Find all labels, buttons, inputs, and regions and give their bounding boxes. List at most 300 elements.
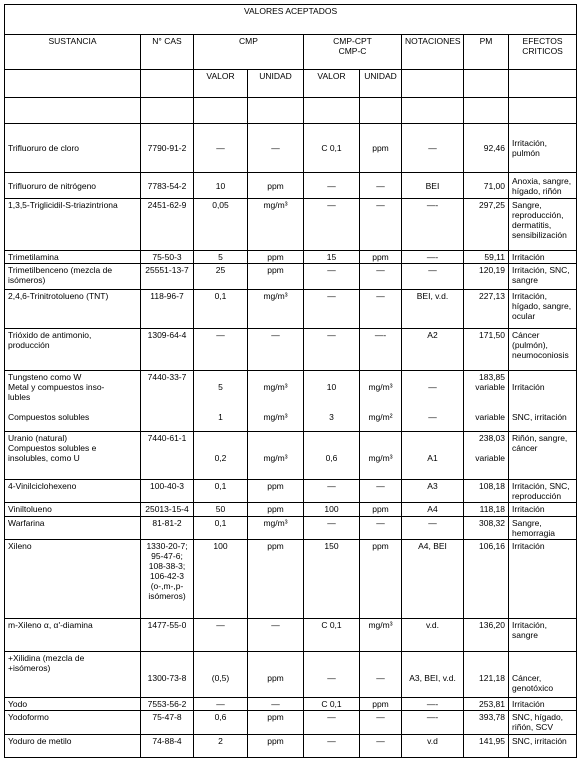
cell-line: cáncer bbox=[512, 443, 538, 453]
cell-line: Irritación bbox=[512, 504, 545, 514]
cell-pm bbox=[464, 652, 509, 698]
cell-pm bbox=[464, 124, 509, 173]
cell-line: 150 bbox=[324, 541, 339, 551]
cell-cpt-valor bbox=[304, 264, 360, 290]
cell-line: — bbox=[327, 736, 336, 746]
cell-line: ppm bbox=[267, 504, 284, 514]
cell-line: 74-88-4 bbox=[152, 736, 182, 746]
cell-line: Trióxido de antimonio, bbox=[8, 330, 92, 340]
cell-cmp-unidad bbox=[248, 290, 304, 329]
cell-line: dermatitis, bbox=[512, 220, 552, 230]
cell-line: 25551-13-7 bbox=[145, 265, 189, 275]
header-blank bbox=[509, 70, 577, 98]
cell-line: — bbox=[376, 180, 385, 191]
cell-line bbox=[431, 372, 433, 382]
table-row bbox=[5, 432, 577, 480]
cell-line: — bbox=[428, 143, 437, 153]
cell-line: Irritación, SNC, bbox=[512, 265, 570, 275]
cell-cmp-unidad bbox=[248, 540, 304, 619]
cell-line: — bbox=[327, 673, 336, 683]
cell-cpt-valor bbox=[304, 371, 360, 432]
cell-line bbox=[219, 402, 221, 412]
cell-line: sangre bbox=[512, 275, 538, 285]
cell-line: Anoxia, sangre, bbox=[512, 175, 572, 186]
cell-line: 25013-15-4 bbox=[145, 504, 189, 514]
spacer-cell bbox=[464, 98, 509, 124]
cell-notaciones bbox=[402, 251, 464, 264]
cell-cmp-unidad bbox=[248, 619, 304, 652]
cell-line bbox=[330, 392, 332, 402]
cell-line: —- bbox=[426, 712, 439, 722]
cell-line bbox=[379, 392, 381, 402]
table-row bbox=[5, 480, 577, 503]
cell-cpt-unidad bbox=[360, 503, 402, 517]
cell-notaciones bbox=[402, 735, 464, 758]
cell-efectos bbox=[509, 264, 577, 290]
cell-cas bbox=[141, 432, 194, 480]
cell-line: ppm bbox=[372, 143, 389, 153]
cell-line: +isómeros) bbox=[8, 663, 51, 673]
cell-line: Compuestos solubles e bbox=[8, 443, 97, 453]
cell-pm bbox=[464, 290, 509, 329]
cell-line: 0,2 bbox=[214, 453, 227, 463]
cell-line: — bbox=[376, 291, 385, 301]
cell-line: Uranio (natural) bbox=[8, 433, 68, 443]
cell-efectos bbox=[509, 619, 577, 652]
cell-line: A4 bbox=[427, 504, 438, 514]
cell-line: neumoconiosis bbox=[512, 350, 569, 360]
cell-cpt-unidad bbox=[360, 199, 402, 251]
cell-cmp-valor bbox=[194, 698, 248, 711]
header-cmp-cpt-line1: CMP-CPT bbox=[333, 36, 372, 46]
cell-line: mg/m³ bbox=[263, 200, 288, 210]
cell-cpt-unidad bbox=[360, 173, 402, 199]
cell-line: 75-47-8 bbox=[152, 712, 182, 722]
cell-line: 0,6 bbox=[325, 453, 338, 463]
cell-notaciones bbox=[402, 432, 464, 480]
cell-line: Yoduro de metilo bbox=[8, 736, 72, 746]
cell-sustancia bbox=[5, 540, 141, 619]
cell-line bbox=[330, 443, 332, 453]
cell-cpt-unidad bbox=[360, 480, 402, 503]
cell-cpt-unidad bbox=[360, 124, 402, 173]
cell-line: Metal y compuestos inso- bbox=[8, 382, 105, 392]
cell-line: SNC, irritación bbox=[512, 736, 567, 746]
cell-cas bbox=[141, 199, 194, 251]
cell-line: A2 bbox=[427, 330, 438, 340]
cell-line bbox=[219, 443, 221, 453]
cell-notaciones bbox=[402, 480, 464, 503]
cell-line: A4, BEI bbox=[418, 541, 447, 551]
header-cmp-unidad: UNIDAD bbox=[248, 70, 304, 98]
cell-line bbox=[379, 402, 381, 412]
cell-cmp-unidad bbox=[248, 264, 304, 290]
cell-cpt-valor bbox=[304, 480, 360, 503]
cell-pm bbox=[464, 698, 509, 711]
cell-sustancia bbox=[5, 503, 141, 517]
table-row bbox=[5, 503, 577, 517]
cell-line: — bbox=[271, 699, 280, 709]
cell-line: Tungsteno como W bbox=[8, 372, 82, 382]
cell-sustancia bbox=[5, 517, 141, 540]
cell-cmp-unidad bbox=[248, 735, 304, 758]
cell-line: C 0,1 bbox=[321, 143, 342, 153]
cell-line: genotóxico bbox=[512, 683, 554, 693]
cell-line: 2,4,6-Trinitrotolueno (TNT) bbox=[8, 291, 109, 301]
table-title: VALORES ACEPTADOS bbox=[5, 5, 577, 35]
cell-line: 1309-64-4 bbox=[147, 330, 187, 340]
cell-line: Trimetilbenceno (mezcla de bbox=[8, 265, 113, 275]
cell-pm bbox=[464, 173, 509, 199]
cell-line: — bbox=[376, 712, 385, 722]
header-cmp-valor: VALOR bbox=[194, 70, 248, 98]
cell-cmp-valor bbox=[194, 173, 248, 199]
cell-efectos bbox=[509, 371, 577, 432]
cell-line: Warfarina bbox=[8, 518, 45, 528]
cell-line bbox=[330, 433, 332, 443]
cell-line: —- bbox=[426, 699, 439, 709]
cell-line: mg/m³ bbox=[368, 620, 393, 630]
cell-cmp-valor bbox=[194, 735, 248, 758]
cell-line: 1300-73-8 bbox=[147, 673, 187, 683]
cell-cpt-unidad bbox=[360, 329, 402, 371]
spacer-cell bbox=[194, 98, 248, 124]
cell-line bbox=[503, 402, 505, 412]
cell-line: — bbox=[376, 200, 385, 210]
cell-pm bbox=[464, 480, 509, 503]
cell-line: (0,5) bbox=[211, 673, 230, 683]
cell-efectos bbox=[509, 290, 577, 329]
cell-line: Cáncer, bbox=[512, 673, 542, 683]
table-row bbox=[5, 124, 577, 173]
table-row bbox=[5, 619, 577, 652]
cell-cpt-valor bbox=[304, 251, 360, 264]
cell-line bbox=[431, 433, 433, 443]
cell-line bbox=[379, 433, 381, 443]
cell-line: 0,1 bbox=[214, 518, 227, 528]
cell-line: — bbox=[216, 699, 225, 709]
cell-pm bbox=[464, 264, 509, 290]
cell-cpt-valor bbox=[304, 517, 360, 540]
cell-line: 100-40-3 bbox=[149, 481, 185, 491]
cell-line bbox=[219, 663, 221, 673]
cell-sustancia bbox=[5, 329, 141, 371]
table-row bbox=[5, 698, 577, 711]
cell-line: variable bbox=[475, 382, 505, 392]
cell-notaciones bbox=[402, 619, 464, 652]
cell-line: — bbox=[327, 180, 336, 191]
cell-line: BEI bbox=[425, 180, 440, 191]
cell-line: v.d bbox=[427, 736, 438, 746]
cell-line: 100 bbox=[324, 504, 339, 514]
cell-line: Irritación bbox=[512, 382, 545, 392]
cell-cmp-valor bbox=[194, 371, 248, 432]
cell-line: 118-96-7 bbox=[150, 291, 184, 301]
cell-line: — bbox=[271, 620, 280, 630]
cell-efectos bbox=[509, 199, 577, 251]
cell-line: C 0,1 bbox=[321, 620, 342, 630]
cell-line: 120,19 bbox=[479, 265, 505, 275]
cell-line: ppm bbox=[372, 504, 389, 514]
cell-line: 136,20 bbox=[479, 620, 505, 630]
cell-line bbox=[512, 392, 514, 402]
cell-cpt-valor bbox=[304, 173, 360, 199]
cell-pm bbox=[464, 329, 509, 371]
cell-line bbox=[274, 372, 276, 382]
cell-cas bbox=[141, 480, 194, 503]
cell-line: — bbox=[216, 330, 225, 340]
cell-line: — bbox=[271, 143, 280, 153]
cell-line bbox=[219, 372, 221, 382]
header-cmp-cpt bbox=[304, 35, 402, 70]
cell-cmp-valor bbox=[194, 329, 248, 371]
header-cas: N° CAS bbox=[141, 35, 194, 70]
header-blank bbox=[5, 70, 141, 98]
cell-cpt-unidad bbox=[360, 371, 402, 432]
cell-line: Irritación bbox=[512, 541, 545, 551]
cell-pm bbox=[464, 432, 509, 480]
cell-cpt-unidad bbox=[360, 652, 402, 698]
cell-line: 253,81 bbox=[479, 699, 505, 709]
cell-line bbox=[431, 443, 433, 453]
cell-line: mg/m³ bbox=[263, 291, 288, 301]
cell-line: 171,50 bbox=[479, 330, 505, 340]
cell-line: 71,00 bbox=[483, 180, 505, 191]
cell-cas bbox=[141, 735, 194, 758]
cell-cmp-valor bbox=[194, 432, 248, 480]
cell-line bbox=[512, 663, 514, 673]
cell-notaciones bbox=[402, 503, 464, 517]
cell-line: 7440-61-1 bbox=[147, 433, 187, 443]
cell-sustancia bbox=[5, 735, 141, 758]
cell-sustancia bbox=[5, 652, 141, 698]
cell-line bbox=[503, 443, 505, 453]
cell-cmp-unidad bbox=[248, 432, 304, 480]
cell-line: 0,05 bbox=[212, 200, 229, 210]
cell-line: Xileno bbox=[8, 541, 32, 551]
header-efectos-line1: EFECTOS bbox=[522, 36, 563, 46]
cell-line: — bbox=[327, 712, 336, 722]
cell-notaciones bbox=[402, 517, 464, 540]
cell-line bbox=[512, 402, 514, 412]
cell-line: — bbox=[376, 673, 385, 683]
cell-efectos bbox=[509, 124, 577, 173]
cell-efectos bbox=[509, 480, 577, 503]
cell-line: 1 bbox=[218, 412, 223, 422]
cell-line: Yodo bbox=[8, 699, 28, 709]
cell-notaciones bbox=[402, 173, 464, 199]
cell-line: Irritación bbox=[512, 252, 545, 262]
cell-line bbox=[431, 392, 433, 402]
cell-line: 3 bbox=[329, 412, 334, 422]
cell-line: — bbox=[216, 143, 225, 153]
cell-line: Riñón, sangre, bbox=[512, 433, 568, 443]
cell-cpt-unidad bbox=[360, 735, 402, 758]
cell-cas bbox=[141, 290, 194, 329]
cell-sustancia bbox=[5, 432, 141, 480]
cell-pm bbox=[464, 199, 509, 251]
cell-line bbox=[379, 372, 381, 382]
table-row bbox=[5, 329, 577, 371]
cell-pm bbox=[464, 711, 509, 735]
cell-line: ppm bbox=[267, 673, 284, 683]
cell-line: — bbox=[327, 200, 336, 210]
cell-line: — bbox=[327, 265, 336, 275]
cell-cpt-valor bbox=[304, 619, 360, 652]
cell-efectos bbox=[509, 711, 577, 735]
cell-line: variable bbox=[475, 412, 505, 422]
spacer-cell bbox=[402, 98, 464, 124]
cell-line: 106-42-3 bbox=[149, 571, 185, 581]
cell-line: 25 bbox=[215, 265, 226, 275]
cell-line bbox=[330, 653, 332, 663]
cell-line: 10 bbox=[215, 180, 226, 191]
cell-line: — bbox=[428, 412, 437, 422]
cell-cmp-unidad bbox=[248, 329, 304, 371]
cell-line: A3, BEI, v.d. bbox=[409, 673, 456, 683]
cell-line: ppm bbox=[267, 712, 284, 722]
cell-cmp-valor bbox=[194, 652, 248, 698]
cell-line: 118,18 bbox=[479, 504, 505, 514]
cell-notaciones bbox=[402, 199, 464, 251]
cell-pm bbox=[464, 503, 509, 517]
cell-cmp-unidad bbox=[248, 199, 304, 251]
cell-line bbox=[274, 392, 276, 402]
cell-line: +Xilidina (mezcla de bbox=[8, 653, 85, 663]
cell-line: hígado, sangre, bbox=[512, 301, 572, 311]
cell-line: ppm bbox=[267, 736, 284, 746]
cell-line: Irritación, SNC, bbox=[512, 481, 570, 491]
cell-line: C 0,1 bbox=[321, 699, 342, 709]
cell-cmp-valor bbox=[194, 619, 248, 652]
cell-line: 81-81-2 bbox=[152, 518, 182, 528]
table-row bbox=[5, 652, 577, 698]
cell-line: 1477-55-0 bbox=[147, 620, 187, 630]
cell-sustancia bbox=[5, 711, 141, 735]
cell-line bbox=[512, 653, 514, 663]
cell-cpt-valor bbox=[304, 735, 360, 758]
cell-cas bbox=[141, 652, 194, 698]
cell-line bbox=[503, 663, 505, 673]
cell-line: —- bbox=[374, 330, 387, 340]
cell-cpt-unidad bbox=[360, 264, 402, 290]
cell-cmp-valor bbox=[194, 264, 248, 290]
cell-line: 15 bbox=[326, 252, 337, 262]
cell-pm bbox=[464, 251, 509, 264]
cell-cmp-valor bbox=[194, 199, 248, 251]
cell-cmp-unidad bbox=[248, 652, 304, 698]
cell-line: Sangre, bbox=[512, 518, 542, 528]
cell-line: 7553-56-2 bbox=[147, 699, 187, 709]
cell-line: 108,18 bbox=[479, 481, 505, 491]
cell-cmp-unidad bbox=[248, 124, 304, 173]
cell-cas bbox=[141, 264, 194, 290]
cell-line bbox=[330, 663, 332, 673]
cell-line: ppm bbox=[267, 265, 284, 275]
cell-cmp-valor bbox=[194, 711, 248, 735]
cell-line: Sangre, bbox=[512, 200, 542, 210]
spacer-cell bbox=[141, 98, 194, 124]
cell-line: A1 bbox=[427, 453, 438, 463]
header-blank bbox=[464, 70, 509, 98]
cell-line: 393,78 bbox=[479, 712, 505, 722]
header-efectos-line2: CRITICOS bbox=[522, 46, 563, 56]
cell-line bbox=[274, 443, 276, 453]
cell-line: 0,1 bbox=[214, 291, 227, 301]
cell-efectos bbox=[509, 698, 577, 711]
table-row bbox=[5, 290, 577, 329]
cell-cpt-valor bbox=[304, 711, 360, 735]
cell-pm bbox=[464, 540, 509, 619]
cell-cpt-valor bbox=[304, 503, 360, 517]
cell-line: 95-47-6; bbox=[151, 551, 183, 561]
cell-sustancia bbox=[5, 290, 141, 329]
cell-efectos bbox=[509, 503, 577, 517]
cell-line: 0,1 bbox=[214, 481, 227, 491]
cell-cmp-valor bbox=[194, 517, 248, 540]
cell-line: producción bbox=[8, 340, 50, 350]
cell-line: 0,6 bbox=[214, 712, 227, 722]
cell-line: — bbox=[327, 518, 336, 528]
cell-line: ppm bbox=[267, 481, 284, 491]
cell-line bbox=[512, 372, 514, 382]
cell-line: ppm bbox=[372, 699, 389, 709]
cell-line: isómeros) bbox=[8, 275, 46, 285]
table-row bbox=[5, 711, 577, 735]
cell-line: 141,95 bbox=[479, 736, 505, 746]
cell-cpt-unidad bbox=[360, 619, 402, 652]
cell-line: 5 bbox=[218, 252, 223, 262]
cell-line: — bbox=[428, 265, 437, 275]
cell-line: 7783-54-2 bbox=[147, 180, 187, 191]
cell-line: — bbox=[376, 518, 385, 528]
table-row bbox=[5, 264, 577, 290]
cell-line: insolubles, como U bbox=[8, 453, 80, 463]
cell-line bbox=[274, 433, 276, 443]
cell-line: hemorragia bbox=[512, 528, 555, 538]
cell-cpt-unidad bbox=[360, 540, 402, 619]
cell-line: reproducción, bbox=[512, 210, 564, 220]
cell-cmp-valor bbox=[194, 540, 248, 619]
cell-line: ppm bbox=[267, 252, 284, 262]
cell-line: Trimetilamina bbox=[8, 252, 59, 262]
cell-notaciones bbox=[402, 124, 464, 173]
cell-line: 1,3,5-Triglicidil-S-triazintriona bbox=[8, 200, 118, 210]
spacer-cell bbox=[5, 98, 141, 124]
table-row bbox=[5, 173, 577, 199]
cell-cmp-unidad bbox=[248, 503, 304, 517]
cell-efectos bbox=[509, 432, 577, 480]
cell-line: — bbox=[428, 382, 437, 392]
cell-cpt-unidad bbox=[360, 711, 402, 735]
cell-cmp-unidad bbox=[248, 698, 304, 711]
cell-cpt-valor bbox=[304, 432, 360, 480]
cell-efectos bbox=[509, 540, 577, 619]
cell-line: 100 bbox=[213, 541, 228, 551]
cell-line bbox=[219, 653, 221, 663]
cell-cmp-valor bbox=[194, 251, 248, 264]
cell-line bbox=[166, 663, 168, 673]
cell-line: — bbox=[376, 736, 385, 746]
cell-line: —- bbox=[426, 252, 439, 262]
cell-line: 7790-91-2 bbox=[147, 143, 187, 153]
cell-efectos bbox=[509, 735, 577, 758]
cell-line: (pulmón), bbox=[512, 340, 548, 350]
cell-cmp-valor bbox=[194, 503, 248, 517]
cell-line bbox=[379, 443, 381, 453]
cell-line: —- bbox=[426, 200, 439, 210]
cell-line: A3 bbox=[427, 481, 438, 491]
